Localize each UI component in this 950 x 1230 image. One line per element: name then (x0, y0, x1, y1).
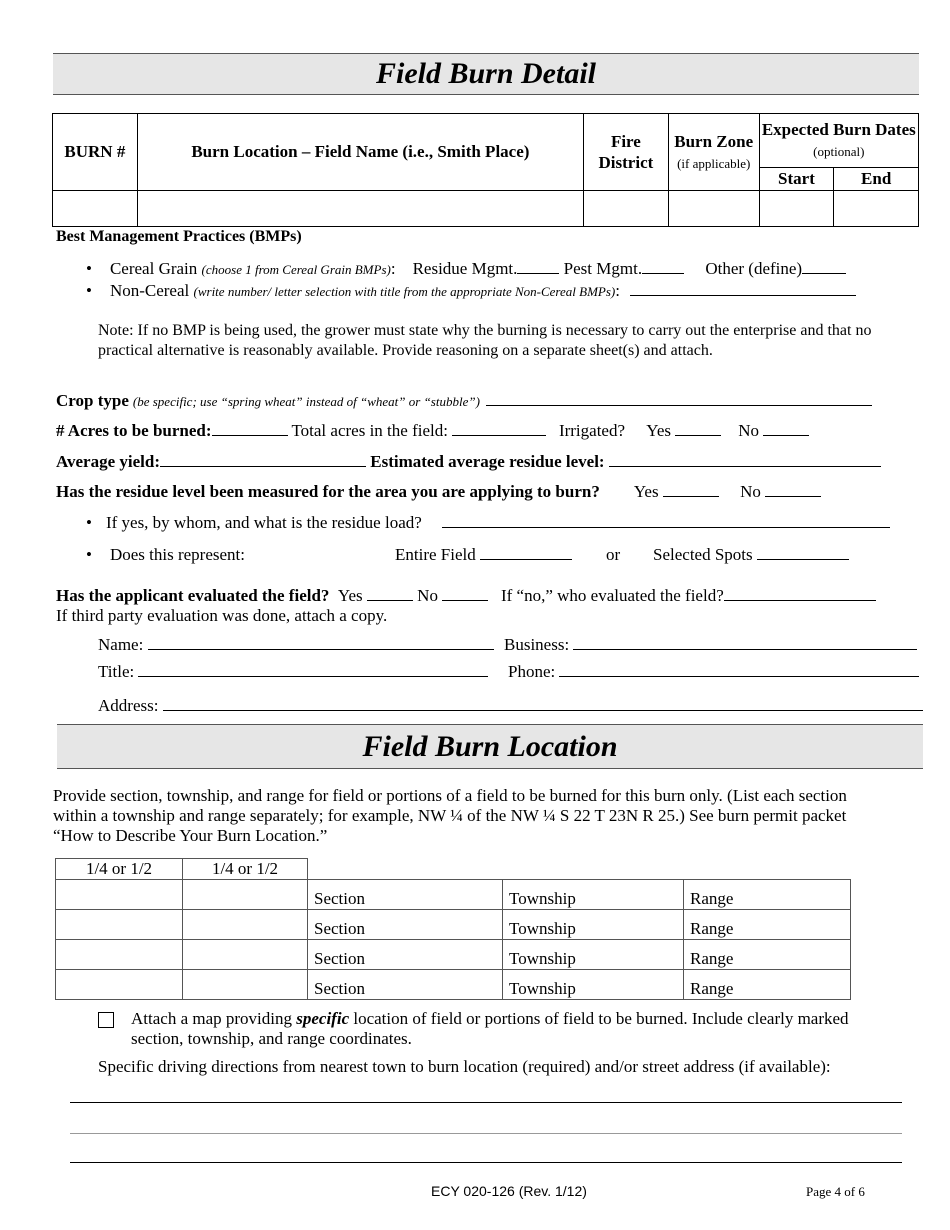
section-cell[interactable]: Section (308, 940, 503, 970)
end-date-header: End (834, 168, 919, 191)
quarter-cell[interactable] (56, 970, 183, 1000)
page-title: Field Burn Detail (375, 57, 597, 90)
burn-zone-header: Burn Zone (if applicable) (668, 114, 759, 191)
non-cereal-field[interactable] (630, 294, 856, 296)
business-row: Business: (504, 635, 917, 655)
directions-line-3[interactable] (70, 1162, 902, 1163)
quarter-cell[interactable] (56, 940, 183, 970)
burn-zone-field[interactable] (668, 191, 759, 227)
irrigated-yes-field[interactable] (675, 434, 721, 436)
bmp-heading: Best Management Practices (BMPs) (56, 228, 302, 245)
measured-row: Has the residue level been measured for the area you are applying to burn? Yes No (56, 482, 821, 502)
cereal-grain-row: • Cereal Grain (choose 1 from Cereal Grain BMPs): Residue Mgmt. Pest Mgmt. Other (define) (86, 259, 846, 279)
range-cell[interactable]: Range (684, 880, 851, 910)
measured-yes-field[interactable] (663, 495, 719, 497)
section-cell[interactable]: Section (308, 970, 503, 1000)
quarter-cell[interactable] (183, 940, 308, 970)
residue-whom-field[interactable] (442, 526, 890, 528)
average-yield-field[interactable] (160, 465, 366, 467)
range-cell[interactable]: Range (684, 910, 851, 940)
fire-district-header: Fire District (584, 114, 669, 191)
range-cell[interactable]: Range (684, 970, 851, 1000)
table-row (56, 910, 851, 940)
phone-field[interactable] (559, 675, 919, 677)
selected-spots-field[interactable] (757, 558, 849, 560)
quarter-cell[interactable] (183, 910, 308, 940)
pest-mgmt-field[interactable] (642, 272, 684, 274)
acres-row: # Acres to be burned: Total acres in the field: Irrigated? Yes No (56, 421, 809, 441)
township-cell[interactable]: Township (503, 940, 684, 970)
acres-burned-field[interactable] (212, 434, 288, 436)
quarter-header-2: 1/4 or 1/2 (183, 859, 308, 880)
non-cereal-row: • Non-Cereal (write number/ letter selection with title from the appropriate Non-Cereal BMPs): (86, 281, 856, 301)
title-row: Title: (98, 662, 488, 682)
quarter-cell[interactable] (56, 880, 183, 910)
page-title-banner (53, 53, 919, 95)
represent-row: • Does this represent: Entire Field or Selected Spots (86, 545, 866, 565)
third-party-note: If third party evaluation was done, attach a copy. (56, 606, 388, 625)
name-field[interactable] (148, 648, 494, 650)
table-row (56, 970, 851, 1000)
section-cell[interactable]: Section (308, 910, 503, 940)
crop-type-row: Crop type (be specific; use “spring wheat” instead of “wheat” or “stubble”) (56, 391, 872, 411)
location-title: Field Burn Location (362, 730, 618, 763)
end-date-field[interactable] (834, 191, 919, 227)
evaluated-row: Has the applicant evaluated the field? Yes No If “no,” who evaluated the field? (56, 586, 876, 606)
business-field[interactable] (573, 648, 917, 650)
attach-map-text: Attach a map providing specific location of field or portions of field to be burned. Include clearly marked section, township, and range coordinates. (131, 1009, 849, 1048)
burn-number-field[interactable] (53, 191, 138, 227)
location-title-banner (57, 724, 923, 769)
other-bmp-field[interactable] (802, 272, 846, 274)
phone-row: Phone: (508, 662, 919, 682)
crop-type-field[interactable] (486, 404, 872, 406)
entire-field-field[interactable] (480, 558, 572, 560)
burn-number-header: BURN # (53, 114, 138, 191)
fire-district-field[interactable] (584, 191, 669, 227)
range-cell[interactable]: Range (684, 940, 851, 970)
quarter-cell[interactable] (183, 880, 308, 910)
bmp-note: Note: If no BMP is being used, the grower must state why the burning is necessary to carry out the enterprise and that no practical alternative is reasonably available. Provide reasoning on a separate sheet(s) and attach. (98, 322, 872, 359)
location-intro: Provide section, township, and range for field or portions of a field to be burned for this burn only. (List each section within a township and range separately; for example, NW ¼ of the NW ¼ S 22 T 23N R 25.) See burn permit packet “How to Describe Your Burn Location.” (53, 786, 847, 845)
evaluator-field[interactable] (724, 599, 876, 601)
residue-whom-row: • If yes, by whom, and what is the residue load? (86, 513, 890, 533)
quarter-cell[interactable] (56, 910, 183, 940)
start-date-field[interactable] (759, 191, 834, 227)
start-date-header: Start (759, 168, 834, 191)
evaluated-yes-field[interactable] (367, 599, 413, 601)
table-row (56, 940, 851, 970)
burn-table (52, 113, 919, 227)
township-cell[interactable]: Township (503, 880, 684, 910)
measured-no-field[interactable] (765, 495, 821, 497)
directions-line-2[interactable] (70, 1133, 902, 1134)
expected-dates-header: Expected Burn Dates (optional) (759, 114, 918, 168)
total-acres-field[interactable] (452, 434, 546, 436)
location-table (55, 858, 851, 1000)
burn-location-field[interactable] (137, 191, 583, 227)
address-row: Address: (98, 696, 923, 716)
directions-label: Specific driving directions from nearest town to burn location (required) and/or street address (if available): (98, 1057, 831, 1076)
residue-mgmt-field[interactable] (517, 272, 559, 274)
irrigated-no-field[interactable] (763, 434, 809, 436)
yield-row: Average yield: Estimated average residue level: (56, 452, 881, 472)
page-number: Page 4 of 6 (806, 1184, 865, 1199)
township-cell[interactable]: Township (503, 970, 684, 1000)
attach-map-checkbox[interactable] (98, 1009, 114, 1029)
residue-level-field[interactable] (609, 465, 881, 467)
table-row (56, 880, 851, 910)
quarter-cell[interactable] (183, 970, 308, 1000)
form-number: ECY 020-126 (Rev. 1/12) (431, 1183, 587, 1199)
section-cell[interactable]: Section (308, 880, 503, 910)
evaluated-no-field[interactable] (442, 599, 488, 601)
directions-line-1[interactable] (70, 1102, 902, 1103)
name-row: Name: (98, 635, 494, 655)
township-cell[interactable]: Township (503, 910, 684, 940)
address-field[interactable] (163, 709, 923, 711)
title-field[interactable] (138, 675, 488, 677)
burn-location-header: Burn Location – Field Name (i.e., Smith Place) (137, 114, 583, 191)
quarter-header-1: 1/4 or 1/2 (56, 859, 183, 880)
